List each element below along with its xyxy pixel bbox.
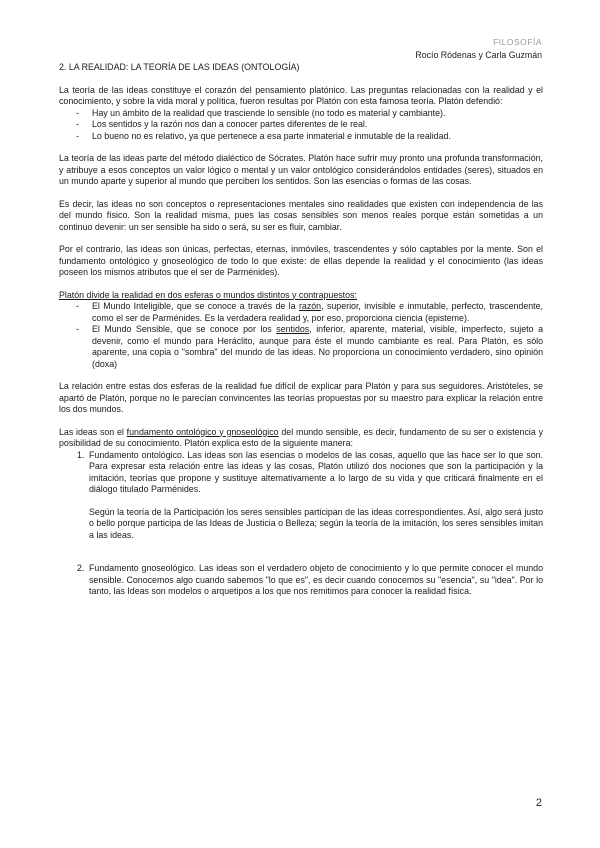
document-body: [59, 62, 543, 598]
bullet-sensible-world: - El Mundo Sensible, que se conoce por los sentidos, inferior, aparente, material, visible, imperfecto, sujeto a devenir, como el mundo para Heráclito, aunque para éste el mundo cambiante es real. Para Platón, es sólo aparente, una copia o "sombra" del mundo de las ideas. No proporciona un conocimiento verdadero, sino opinión (doxa): [76, 324, 543, 369]
bullet-item: - Los sentidos y la razón nos dan a conocer partes diferentes de le real.: [76, 119, 368, 129]
numbered-item-gnoseological: 2. Fundamento gnoseológico. Las ideas son el verdadero objeto de conocimiento y lo que permite conocer el mundo sensible. Conocemos algo cuando sabemos "lo que es", es decir cuando conocemos su "esencia", su "idea". Por lo tanto, las Ideas son modelos o arquetipos a los que nos remitimos para conocer la realidad física.: [77, 563, 543, 596]
bullet-intelligible-world: - El Mundo Inteligible, que se conoce a través de la razón, superior, invisible e inmutable, perfecto, trascendente, como el ser de Parménides. Es la verdadera realidad y, por eso, proporciona ciencia (episteme).: [76, 301, 543, 323]
paragraph-two-worlds-heading: Platón divide la realidad en dos esferas o mundos distintos y contrapuestos:: [59, 289, 357, 300]
header-authors: Rocío Ródenas y Carla Guzmán: [415, 50, 542, 60]
section-title: 2. LA REALIDAD: LA TEORÍA DE LAS IDEAS (ONTOLOGÍA): [59, 62, 300, 72]
paragraph-ideas-attributes: Por el contrario, las ideas son únicas, perfectas, eternas, inmóviles, trascendentes y sólo captables por la mente. Son el fundamento ontológico y gnoseológico de todo lo que existe: de ellas depende la realidad y el conocimiento (las ideas poseen los mismos atributos que el ser de Parménides).: [59, 244, 543, 277]
bullet-item: - Hay un ámbito de la realidad que trasciende lo sensible (no todo es material y cambiante).: [76, 107, 446, 118]
paragraph-dialectic: La teoría de las ideas parte del método dialéctico de Sócrates. Platón hace sufrir muy pronto una profunda transformación, y atribuye a esos conceptos un valor lógico o mental y un valor ontológico considerándolos entidades (seres), situados en un mundo aparte y superior al mundo que perciben los sentidos. Son las esencias o formas de las cosas.: [59, 153, 543, 186]
header-subject: FILOSOFÍA: [493, 37, 542, 47]
paragraph-intro: La teoría de las ideas constituye el corazón del pensamiento platónico. Las preguntas relacionadas con la realidad y el conocimiento, y sobre la vida moral y política, fueron resultas por Platón con esta famosa teoría. Platón defendió:: [59, 84, 543, 106]
bullet-item: - Lo bueno no es relativo, ya que pertenece a esa parte inmaterial e inmutable de la realidad.: [76, 130, 451, 141]
paragraph-participation: Según la teoría de la Participación los seres sensibles participan de las ideas correspondientes. Así, algo será justo o bello porque participa de las Ideas de Justicia o Belleza; según la teoría de la imitación, los seres sensibles imitan a las ideas.: [89, 506, 543, 540]
numbered-item-ontological: 1. Fundamento ontológico. Las ideas son las esencias o modelos de las cosas, aquello que las hace ser lo que son. Para expresar esta relación entre las ideas y las cosas, Platón utilizó dos nociones que son la participación y la imitación, teorías que propone y sustituye alternativamente a lo largo de su vida y que criticará finalmente en el diálogo titulado Parménides.: [77, 449, 543, 494]
paragraph-relation: La relación entre estas dos esferas de la realidad fue difícil de explicar para Platón y para sus seguidores. Aristóteles, se apartó de Platón, porque no le parecían convincentes las teorías propuestas por su maestro para explicar la relación entre los dos mundos.: [59, 381, 543, 414]
paragraph-ideas-reality: Es decir, las ideas no son conceptos o representaciones mentales sino realidades que existen con independencia de las del mundo físico. Son la realidad misma, pues las cosas sensibles son menos reales porque están sometidas a un continuo devenir: un ser sensible ha sido o será, su ser es fluir, cambiar.: [59, 198, 543, 232]
page-number: 2: [535, 797, 542, 809]
paragraph-foundation: Las ideas son el fundamento ontológico y gnoseológico del mundo sensible, es decir, fundamento de su ser o existencia y posibilidad de su conocimiento. Platón explica esto de la siguiente manera:: [59, 426, 544, 448]
